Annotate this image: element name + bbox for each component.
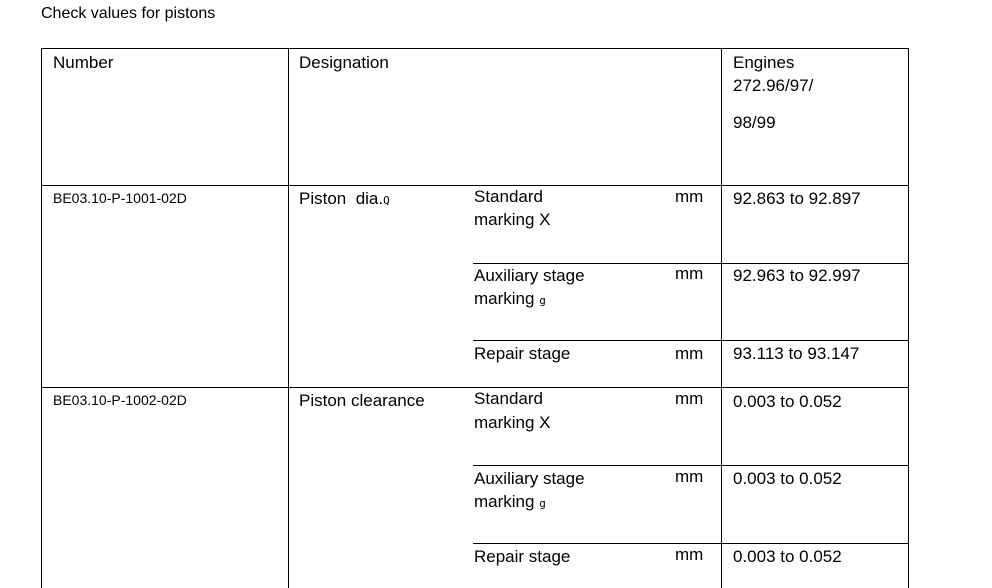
document-title: Check values for pistons [41, 5, 216, 22]
header-designation: Designation [299, 53, 389, 72]
stage-2-3-label: Repair stage [474, 547, 571, 566]
stage-1-2-value: 92.963 to 92.997 [733, 266, 861, 285]
stage-2-2-unit: mm [675, 467, 704, 486]
table-top-border [41, 48, 909, 49]
row1-designation-text: Piston dia. [299, 189, 384, 208]
row1-number: BE03.10-P-1001-02D [53, 190, 187, 206]
row2-designation: Piston clearance [299, 391, 425, 410]
stage-2-1-value: 0.003 to 0.052 [733, 392, 842, 411]
stage-2-3-value: 0.003 to 0.052 [733, 547, 842, 566]
marking-symbol: g [539, 294, 546, 307]
stage-1-2-unit: mm [675, 264, 704, 283]
stage-2-2-label: Auxiliary stage [474, 469, 585, 488]
marking-symbol: g [539, 497, 546, 510]
number-column-border [288, 48, 289, 588]
stage-2-3-unit: mm [675, 545, 704, 564]
row2-divider [473, 340, 909, 341]
diameter-symbol: Q [383, 194, 390, 207]
header-number: Number [53, 53, 114, 72]
row2-number: BE03.10-P-1002-02D [53, 392, 187, 408]
designation-column-border [721, 48, 722, 588]
table-left-border [41, 48, 42, 588]
stage-1-3-label: Repair stage [474, 344, 571, 363]
table-right-border [908, 48, 909, 588]
stage-2-1-label: Standard [474, 389, 543, 408]
stage-1-1-marking: marking X [474, 210, 551, 229]
header-engines-models-cont: 98/99 [733, 113, 776, 132]
stage-1-2-label: Auxiliary stage [474, 266, 585, 285]
stage-1-2-marking-text: marking [474, 289, 535, 308]
stage-2-2-value: 0.003 to 0.052 [733, 469, 842, 488]
stage-1-3-value: 93.113 to 93.147 [733, 344, 860, 363]
stage-1-1-label: Standard [474, 187, 543, 206]
stage-1-1-value: 92.863 to 92.897 [733, 189, 861, 208]
row1-designation [299, 188, 390, 212]
stage-1-2-marking [474, 288, 546, 312]
header-engines-models: 272.96/97/ [733, 76, 814, 95]
stage-2-2-marking [474, 491, 546, 515]
header-engines: Engines [733, 53, 795, 72]
stage-1-3-unit: mm [675, 344, 704, 363]
stage-2-2-marking-text: marking [474, 492, 535, 511]
stage-2-1-marking: marking X [474, 413, 551, 432]
stage-2-1-unit: mm [675, 389, 704, 408]
stage-1-1-unit: mm [675, 187, 704, 206]
